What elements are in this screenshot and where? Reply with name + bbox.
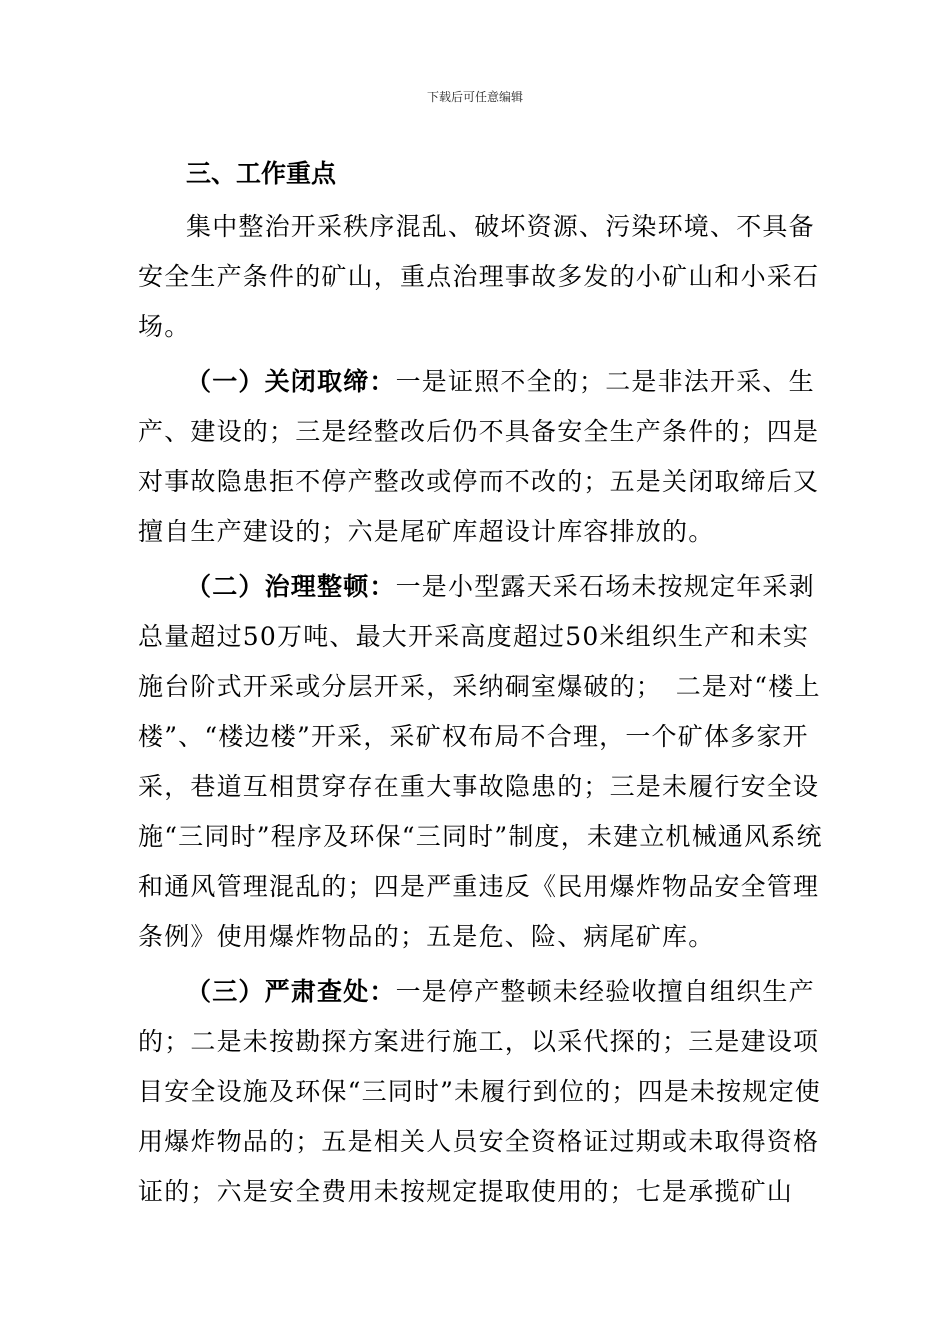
item-lead: （一）关闭取缔： — [186, 367, 396, 396]
item-paragraph-3 — [138, 967, 833, 1217]
intro-paragraph: 集中整治开采秩序混乱、破坏资源、污染环境、不具备安全生产条件的矿山，重点治理事故多发的小矿山和小采石场。 — [138, 212, 820, 341]
document-body — [138, 152, 833, 1217]
item-text: 一是停产整顿未经验收擅自组织生产的；二是未按勘探方案进行施工，以采代探的；三是建设项目安全设施及环保“三同时”未履行到位的；四是未按规定使用爆炸物品的；五是相关人员安全资格证过期或未取得资格证的；六是安全费用未按规定提取使用的；七是承揽矿山 — [138, 977, 821, 1206]
item-paragraph-1 — [138, 357, 833, 557]
item-lead: （二）治理整顿： — [186, 572, 396, 601]
item-lead: （三）严肃查处： — [186, 977, 396, 1006]
item-text: 一是小型露天采石场未按规定年采剥总量超过50万吨、最大开采高度超过50米组织生产和未实施台阶式开采或分层开采，采纳硐室爆破的； 二是对“楼上楼”、“楼边楼”开采，采矿权布局不合理，一个矿体多家开采，巷道互相贯穿存在重大事故隐患的；三是未履行安全设施“三同时”程序及环保“三同时”制度，未建立机械通风系统和通风管理混乱的；四是严重违反《民用爆炸物品安全管理条例》使用爆炸物品的；五是危、险、病尾矿库。 — [138, 572, 823, 951]
item-paragraph-2 — [138, 562, 833, 962]
header-note: 下载后可任意编辑 — [426, 90, 523, 104]
item-text: 一是证照不全的；二是非法开采、生产、建设的；三是经整改后仍不具备安全生产条件的；四是对事故隐患拒不停产整改或停而不改的；五是关闭取缔后又擅自生产建设的；六是尾矿库超设计库容排放的。 — [138, 367, 820, 546]
section-title: 三、工作重点 — [186, 159, 337, 188]
